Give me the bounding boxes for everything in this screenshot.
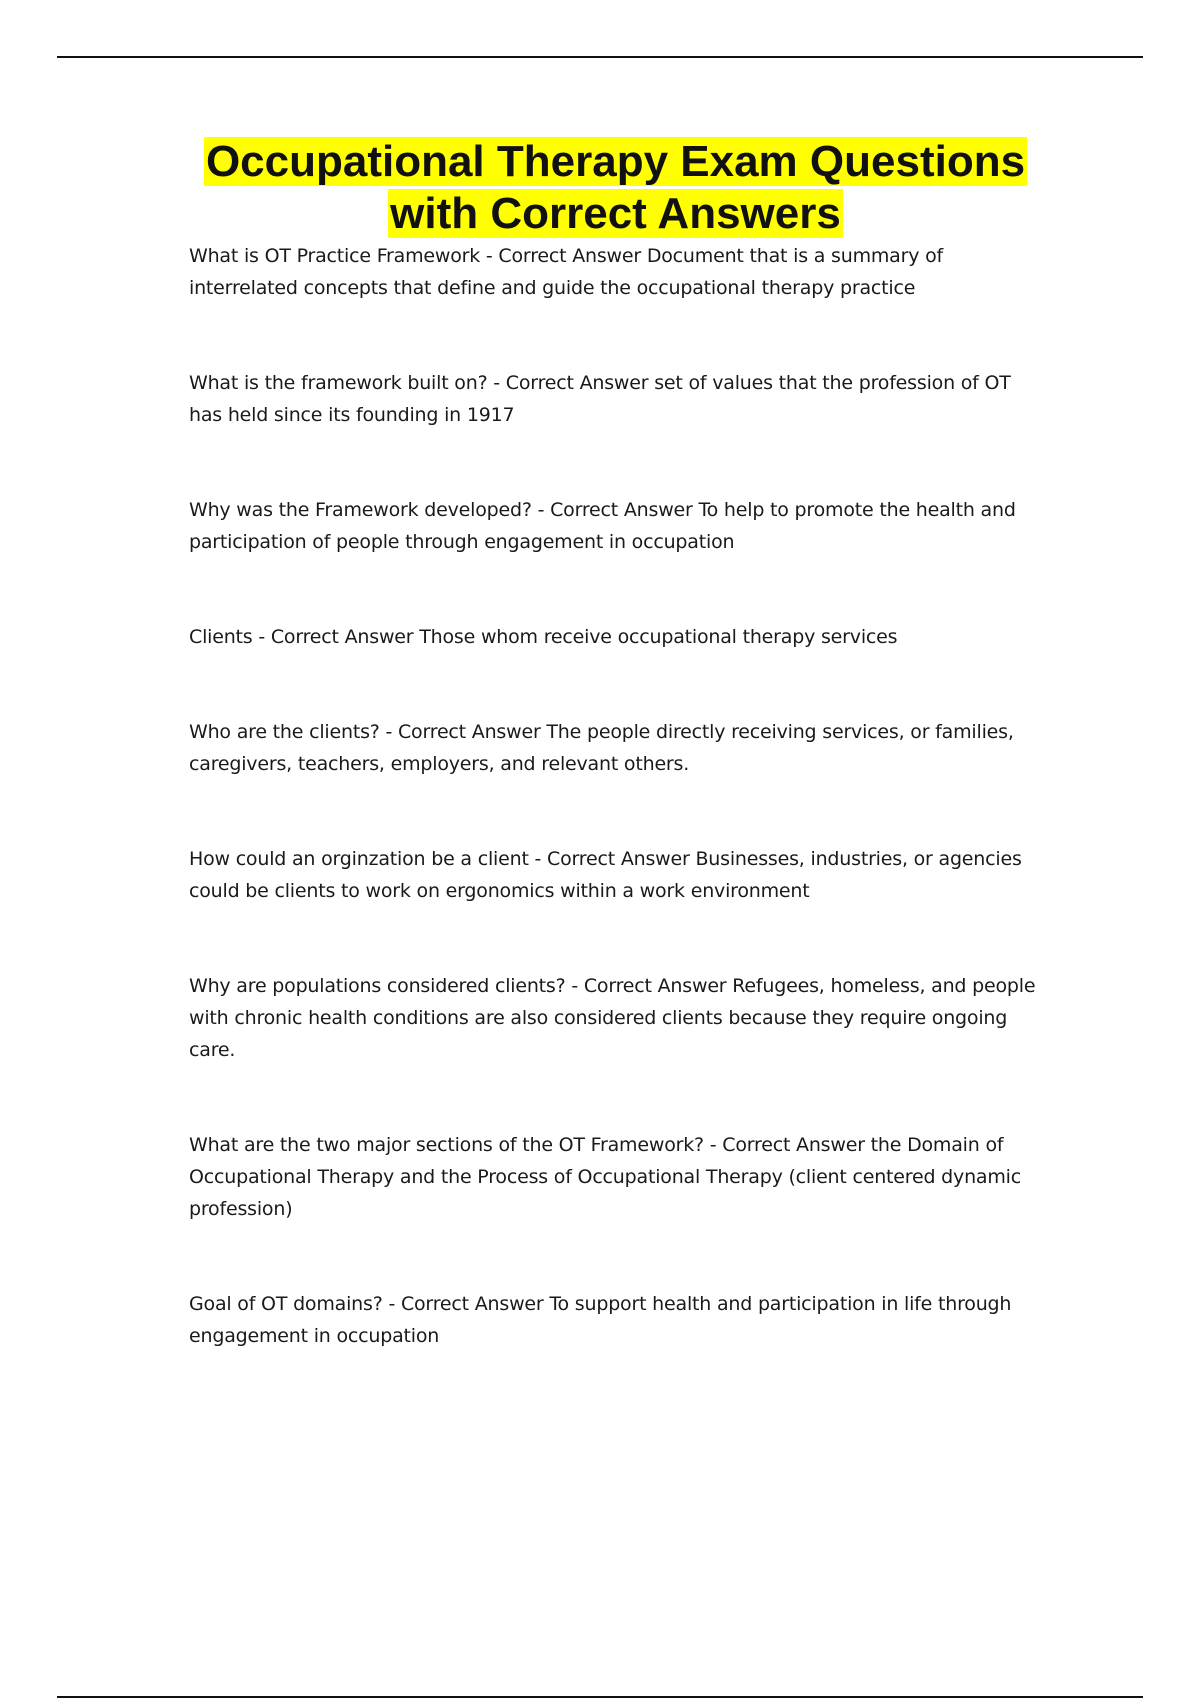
qa-list xyxy=(189,240,1049,1352)
qa-item: Goal of OT domains? - Correct Answer To support health and participation in life through engagement in occupation xyxy=(189,1293,1012,1347)
qa-item: What is the framework built on? - Correct Answer set of values that the profession of OT has held since its founding in 1917 xyxy=(189,372,1011,426)
title-line-2: with Correct Answers xyxy=(390,189,841,238)
qa-item: Why was the Framework developed? - Correct Answer To help to promote the health and participation of people through engagement in occupation xyxy=(189,499,1016,553)
title-line-1: Occupational Therapy Exam Questions xyxy=(205,137,1026,186)
top-divider xyxy=(57,56,1143,58)
qa-item: What are the two major sections of the OT Framework? - Correct Answer the Domain of Occupational Therapy and the Process of Occupational Therapy (client centered dynamic profession) xyxy=(189,1134,1022,1220)
qa-item: Clients - Correct Answer Those whom receive occupational therapy services xyxy=(189,626,898,648)
qa-item: Who are the clients? - Correct Answer The people directly receiving services, or families, caregivers, teachers, employers, and relevant others. xyxy=(189,721,1014,775)
page-title xyxy=(150,136,1081,240)
qa-item: How could an orginzation be a client - Correct Answer Businesses, industries, or agencies could be clients to work on ergonomics within a work environment xyxy=(189,848,1022,902)
qa-item: What is OT Practice Framework - Correct Answer Document that is a summary of interrelated concepts that define and guide the occupational therapy practice xyxy=(189,245,944,299)
bottom-divider xyxy=(57,1696,1143,1698)
qa-item: Why are populations considered clients? - Correct Answer Refugees, homeless, and people with chronic health conditions are also considered clients because they require ongoing care. xyxy=(189,975,1036,1061)
